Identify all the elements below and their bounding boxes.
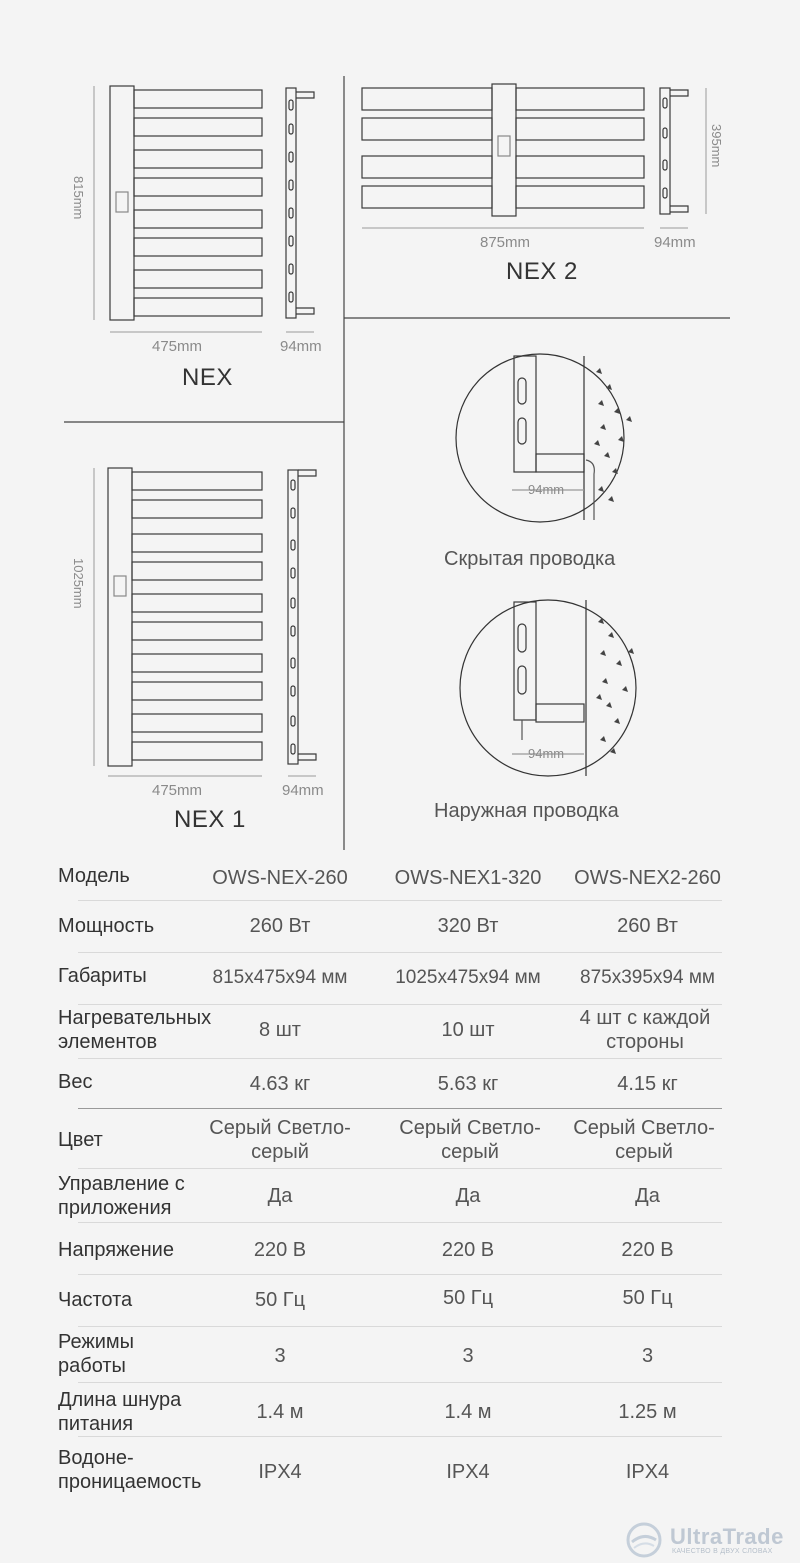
row-label: Управление с приложения: [58, 1173, 185, 1219]
row-value: 5.63 кг: [437, 1073, 499, 1095]
hidden-wiring-depth-label: 94mm: [528, 482, 565, 497]
row-label: Режимы работы: [58, 1331, 135, 1377]
row-label: Напряжение: [58, 1239, 174, 1261]
row-value: OWS-NEX2-260: [574, 867, 721, 889]
nex1-side-drawing: [288, 470, 316, 764]
nex1-width-label: 475mm: [152, 782, 203, 799]
row-label: Длина шнура питания: [58, 1389, 182, 1435]
row-value: 260 Вт: [249, 915, 311, 937]
row-value: 1.4 м: [256, 1401, 304, 1423]
row-value: 220 В: [253, 1239, 307, 1261]
row-value: 3: [274, 1345, 286, 1367]
row-value: 1025x475x94 мм: [395, 967, 541, 988]
row-divider: [78, 1274, 722, 1275]
external-wiring-caption: Наружная проводка: [434, 800, 619, 822]
row-label: Габариты: [58, 965, 147, 987]
nex2-model-name: NEX 2: [506, 258, 578, 285]
nex-side-drawing: [286, 88, 314, 318]
nex-width-label: 475mm: [152, 338, 203, 355]
row-value: Серый Светло-серый: [399, 1117, 541, 1163]
nex2-depth-label: 94mm: [654, 234, 696, 251]
nex-front-drawing: [110, 86, 262, 320]
ultratrade-watermark: [624, 1522, 796, 1558]
row-value: IPX4: [446, 1461, 490, 1483]
row-value: 260 Вт: [617, 915, 678, 937]
watermark-brand: UltraTrade: [670, 1524, 784, 1549]
row-value: 220 В: [621, 1239, 674, 1261]
nex-depth-label: 94mm: [280, 338, 322, 355]
row-label: Частота: [58, 1289, 133, 1311]
nex2-front-drawing: [362, 84, 644, 216]
nex2-side-drawing: [660, 88, 688, 214]
row-value: 320 Вт: [437, 915, 499, 937]
row-label: Водоне-проницаемость: [58, 1447, 202, 1493]
nex2-width-label: 875mm: [480, 234, 531, 251]
row-value: 3: [641, 1345, 654, 1367]
row-value: Серый Светло-серый: [573, 1117, 715, 1163]
row-label: Нагревательных элементов: [58, 1007, 212, 1053]
row-label: Вес: [58, 1071, 93, 1093]
external-wiring-depth-label: 94mm: [528, 746, 565, 761]
row-divider: [78, 1382, 722, 1383]
row-label: Модель: [58, 865, 130, 887]
hidden-wiring-caption: Скрытая проводка: [444, 548, 616, 570]
row-value: 50 Гц: [254, 1289, 306, 1311]
nex1-depth-label: 94mm: [282, 782, 324, 799]
row-value: 1.25 м: [618, 1401, 677, 1423]
row-divider: [78, 1326, 722, 1327]
row-divider: [78, 1168, 722, 1169]
nex-model-name: NEX: [182, 364, 233, 391]
watermark-tagline: КАЧЕСТВО В ДВУХ СЛОВАХ: [672, 1548, 773, 1555]
row-value: Серый Светло-серый: [209, 1117, 351, 1163]
row-value: IPX4: [625, 1461, 670, 1483]
row-divider: [78, 952, 722, 953]
nex2-height-label: 395mm: [709, 124, 724, 168]
nex-height-label: 815mm: [71, 176, 86, 220]
row-value: Да: [267, 1185, 293, 1207]
row-label: Мощность: [58, 915, 155, 937]
row-value: OWS-NEX-260: [212, 867, 348, 889]
row-value: 875x395x94 мм: [580, 967, 715, 988]
row-label: Цвет: [58, 1129, 103, 1151]
row-value: 10 шт: [441, 1019, 495, 1041]
row-value: OWS-NEX1-320: [394, 867, 542, 889]
row-value: 4.15 кг: [617, 1073, 678, 1095]
row-divider: [78, 1058, 722, 1059]
row-divider: [78, 900, 722, 901]
row-value: 4.63 кг: [249, 1073, 311, 1095]
row-divider: [78, 1004, 722, 1005]
row-value: 220 В: [441, 1239, 495, 1261]
row-divider: [78, 1436, 722, 1437]
nex1-model-name: NEX 1: [174, 806, 246, 833]
row-value: Да: [455, 1185, 481, 1207]
row-value: 4 шт с каждой стороны: [579, 1007, 711, 1053]
row-value: 50 Гц: [622, 1287, 673, 1309]
ultratrade-logo-icon: [624, 1522, 664, 1558]
row-value: IPX4: [258, 1461, 302, 1483]
row-value: 3: [462, 1345, 474, 1367]
row-value: 1.4 м: [444, 1401, 492, 1423]
row-value: 8 шт: [259, 1019, 301, 1041]
row-divider: [78, 1108, 722, 1109]
row-value: 815x475x94 мм: [212, 967, 348, 988]
row-divider: [78, 1222, 722, 1223]
row-value: Да: [635, 1185, 660, 1207]
nex1-front-drawing: [108, 468, 262, 766]
nex1-height-label: 1025mm: [71, 558, 86, 609]
row-value: 50 Гц: [442, 1287, 494, 1309]
